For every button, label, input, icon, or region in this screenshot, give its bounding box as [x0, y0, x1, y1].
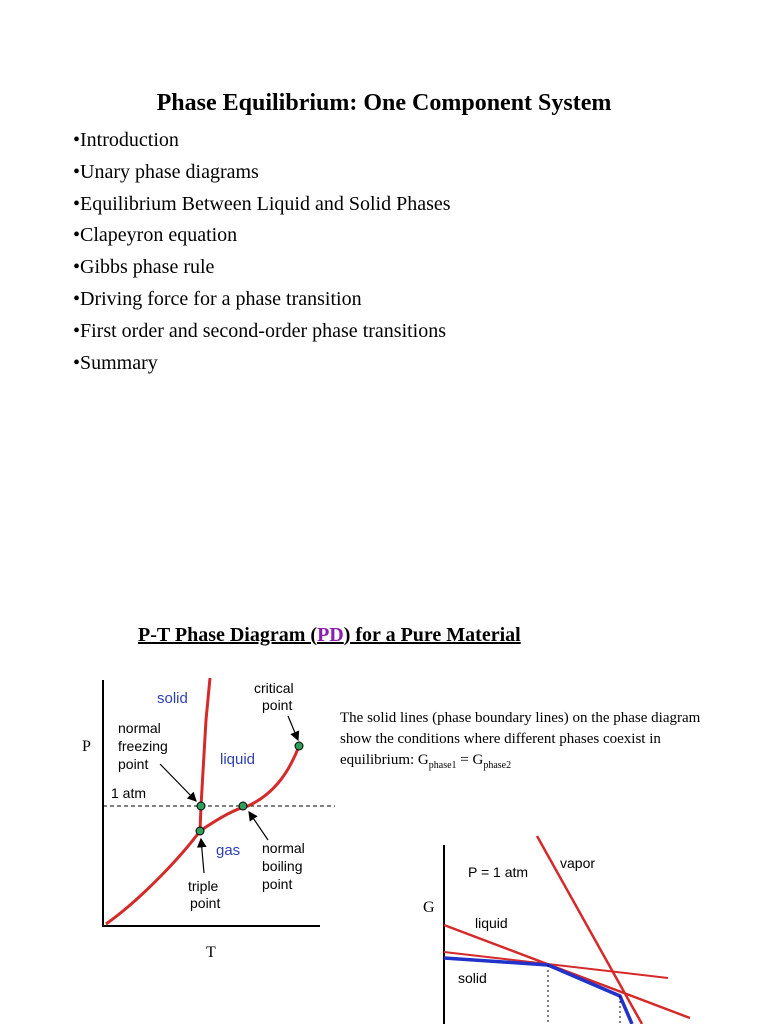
region-liquid-label: liquid: [220, 751, 256, 768]
triple-label-line1: triple: [188, 878, 219, 894]
region-gas-label: gas: [216, 842, 241, 859]
triple-point-marker: [196, 827, 204, 835]
title-part: ) for a Pure Material: [343, 624, 521, 646]
freezing-arrow: [160, 764, 196, 801]
triple-arrow: [201, 839, 204, 873]
boiling-point-marker: [239, 802, 247, 810]
list-item: •Summary: [73, 351, 158, 374]
pt-axis-t-label: T: [206, 944, 216, 961]
list-item: •Introduction: [73, 129, 179, 151]
pressure-label: P = 1 atm: [468, 864, 529, 880]
list-item: •Gibbs phase rule: [73, 256, 215, 279]
region-solid-label: solid: [157, 690, 188, 707]
list-item: •First order and second-order phase transitions: [73, 319, 447, 342]
critical-arrow: [288, 716, 298, 740]
g-axis-label: G: [423, 899, 435, 916]
title-part: P-T Phase Diagram (: [138, 624, 318, 646]
critical-point-marker: [295, 742, 303, 750]
critical-label-line2: point: [262, 697, 293, 713]
list-item: •Clapeyron equation: [73, 224, 238, 247]
freezing-label-line3: point: [118, 756, 149, 772]
title-pd-abbrev: PD: [317, 624, 344, 646]
freezing-label-line2: freezing: [118, 738, 168, 754]
liquid-label: liquid: [475, 915, 508, 931]
vapor-label: vapor: [560, 855, 596, 871]
boiling-label-line3: point: [262, 876, 293, 892]
description-text: The solid lines (phase boundary lines) on the phase diagram show the conditions where different phases coexist in equilibrium: G: [340, 710, 701, 768]
subscript-phase2: phase2: [483, 760, 512, 771]
list-item: •Driving force for a phase transition: [73, 287, 362, 310]
subscript-phase1: phase1: [428, 760, 457, 771]
boiling-label-line1: normal: [262, 840, 305, 856]
freezing-label-line1: normal: [118, 720, 161, 736]
sublimation-curve: [106, 831, 200, 924]
list-item: •Unary phase diagrams: [73, 160, 259, 183]
triple-label-line2: point: [190, 895, 221, 911]
description-equals: = G: [456, 752, 484, 768]
solid-label: solid: [458, 970, 487, 986]
critical-label-line1: critical: [254, 680, 294, 696]
solid-line: [444, 958, 632, 1024]
boiling-label-line2: boiling: [262, 858, 303, 874]
pt-axis-p-label: P: [82, 738, 91, 755]
list-item: •Equilibrium Between Liquid and Solid Phases: [73, 192, 451, 215]
boiling-arrow: [249, 812, 268, 840]
pt-phase-diagram: [82, 678, 335, 961]
freezing-point-marker: [197, 802, 205, 810]
slide1-title: Phase Equilibrium: One Component System: [156, 90, 612, 116]
gibbs-energy-diagram: [423, 836, 690, 1024]
one-atm-label: 1 atm: [111, 785, 147, 801]
